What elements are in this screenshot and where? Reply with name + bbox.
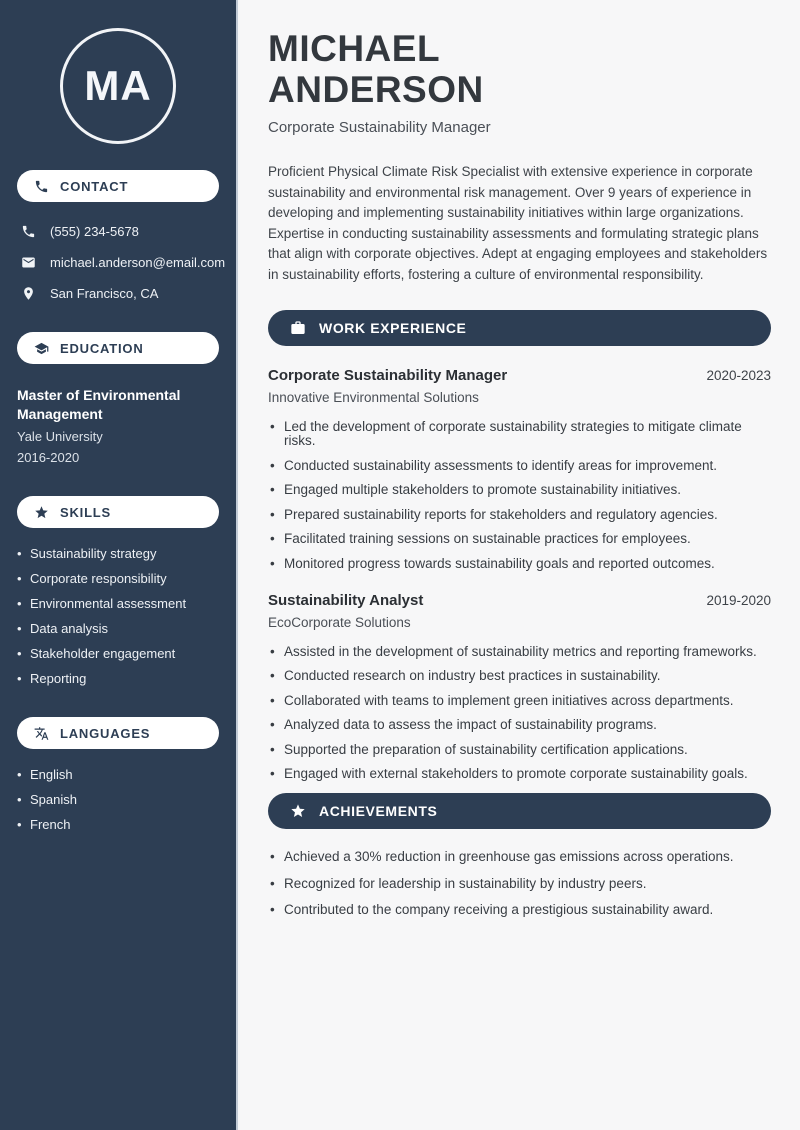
skill-item: • Sustainability strategy: [0, 547, 236, 560]
phone-value: (555) 234-5678: [50, 224, 139, 239]
job-bullet: • Engaged with external stakeholders to promote corporate sustainability goals.: [268, 767, 771, 781]
language-item: • French: [0, 818, 236, 831]
languages-section-title: LANGUAGES: [60, 725, 151, 741]
contact-list: [0, 224, 236, 301]
job-company: Innovative Environmental Solutions: [268, 390, 479, 405]
work-experience-section-title: WORK EXPERIENCE: [319, 320, 467, 336]
education-degree: Master of Environmental Management: [17, 387, 181, 422]
work-experience-section-header: [268, 310, 771, 346]
education-section-title: EDUCATION: [60, 340, 144, 356]
job-bullet-list: [268, 420, 771, 571]
job-entry: [268, 592, 771, 782]
job-bullet: • Facilitated training sessions on sustainable practices for employees.: [268, 532, 771, 546]
achievement-item: • Achieved a 30% reduction in greenhouse gas emissions across operations.: [268, 850, 771, 864]
job-bullet: • Assisted in the development of sustainability metrics and reporting frameworks.: [268, 645, 771, 659]
job-bullet: • Conducted sustainability assessments to identify areas for improvement.: [268, 459, 771, 473]
language-item: • English: [0, 768, 236, 781]
skill-item: • Environmental assessment: [0, 597, 236, 610]
location-pin-icon: [21, 286, 36, 301]
language-item: • Spanish: [0, 793, 236, 806]
candidate-name: MICHAEL ANDERSON: [268, 28, 484, 110]
job-entry: [268, 367, 771, 571]
skill-item: • Data analysis: [0, 622, 236, 635]
education-years: 2016-2020: [17, 450, 80, 465]
skill-item: • Stakeholder engagement: [0, 647, 236, 660]
languages-list: [0, 768, 236, 831]
skill-item: • Corporate responsibility: [0, 572, 236, 585]
location-value: San Francisco, CA: [50, 286, 159, 301]
education-school: Yale University: [17, 429, 103, 444]
sidebar: [0, 0, 238, 1130]
achievement-item: • Contributed to the company receiving a prestigious sustainability award.: [268, 903, 771, 917]
achievements-section-header: [268, 793, 771, 829]
job-role: Sustainability Analyst: [268, 591, 424, 609]
job-bullet: • Conducted research on industry best practices in sustainability.: [268, 669, 771, 683]
achievements-section-title: ACHIEVEMENTS: [319, 803, 438, 819]
contact-phone-row: [0, 224, 236, 239]
contact-location-row: [0, 286, 236, 301]
achievement-item: • Recognized for leadership in sustainability by industry peers.: [268, 877, 771, 891]
avatar-initials: MA: [84, 62, 152, 109]
skill-item: • Reporting: [0, 672, 236, 685]
profile-summary: Proficient Physical Climate Risk Specialist with extensive experience in corporate sustainability and environmental risk management. Over 9 years of experience in developing and implementing sustainability initiatives within large organizations. Expertise in conducting sustainability assessments and formulating strategic plans that align with corporate objectives. Adept at engaging employees and stakeholders in sustainability efforts, fostering a culture of environmental responsibility.: [268, 164, 768, 282]
phone-icon: [21, 224, 36, 239]
star-icon: [34, 505, 49, 520]
contact-section-header: [17, 170, 219, 202]
candidate-headline: Corporate Sustainability Manager: [268, 119, 491, 136]
email-icon: [21, 255, 36, 270]
email-value: michael.anderson@email.com: [50, 255, 226, 270]
job-bullet: • Monitored progress towards sustainability goals and reported outcomes.: [268, 557, 771, 571]
avatar: [60, 28, 176, 144]
job-bullet: • Prepared sustainability reports for stakeholders and regulatory agencies.: [268, 508, 771, 522]
job-dates: 2019-2020: [706, 592, 771, 608]
skills-list: [0, 547, 236, 685]
skills-section-header: [17, 496, 219, 528]
job-bullet: • Led the development of corporate sustainability strategies to mitigate climate risks.: [268, 420, 771, 448]
graduation-cap-icon: [34, 341, 49, 356]
job-bullet-list: [268, 645, 771, 782]
education-section-header: [17, 332, 219, 364]
skills-section-title: SKILLS: [60, 504, 112, 520]
education-entry: [0, 386, 236, 465]
briefcase-icon: [290, 320, 306, 336]
contact-email-row: [0, 255, 236, 270]
job-role: Corporate Sustainability Manager: [268, 367, 508, 384]
job-bullet: • Engaged multiple stakeholders to promote sustainability initiatives.: [268, 483, 771, 497]
job-bullet: • Collaborated with teams to implement green initiatives across departments.: [268, 694, 771, 708]
star-icon: [290, 803, 306, 819]
main-content: [238, 0, 800, 1130]
job-company: EcoCorporate Solutions: [268, 614, 411, 630]
job-bullet: • Analyzed data to assess the impact of sustainability programs.: [268, 718, 771, 732]
phone-icon: [34, 179, 49, 194]
achievements-list: [268, 850, 771, 917]
job-bullet: • Supported the preparation of sustainability certification applications.: [268, 743, 771, 757]
translate-icon: [34, 726, 49, 741]
languages-section-header: [17, 717, 219, 749]
job-dates: 2020-2023: [706, 368, 771, 383]
contact-section-title: CONTACT: [60, 178, 129, 194]
